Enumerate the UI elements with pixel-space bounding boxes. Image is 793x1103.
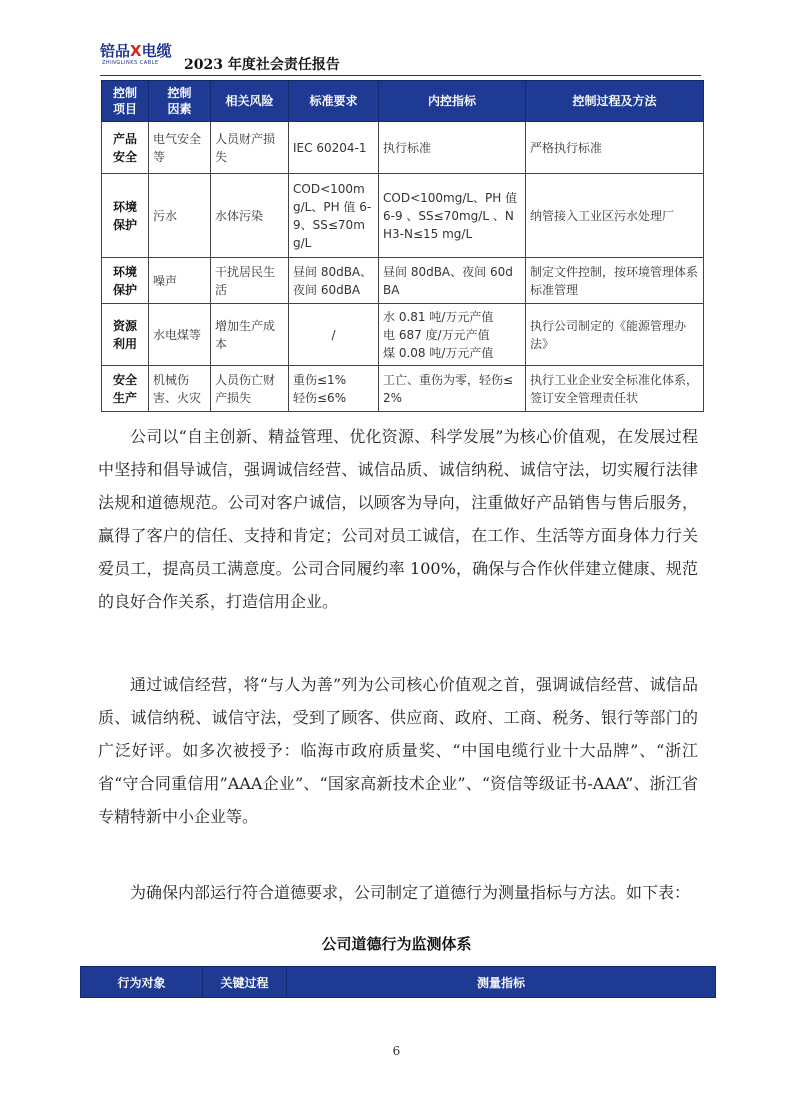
- col-header-risk: 相关风险: [211, 81, 289, 122]
- header-divider: [100, 75, 701, 76]
- company-logo: [100, 38, 172, 70]
- table-row: [102, 122, 704, 174]
- page-header: [100, 38, 700, 78]
- col-header-measure: 测量指标: [287, 967, 716, 998]
- row-risk: 增加生产成本: [211, 304, 289, 366]
- report-title: 2023 年度社会责任报告: [184, 57, 340, 73]
- row-item: 环境 保护: [102, 174, 149, 258]
- row-indicator: 昼间 80dBA、夜间 60dBA: [379, 258, 526, 304]
- row-indicator: 执行标准: [379, 122, 526, 174]
- row-factor: 机械伤害、火灾: [149, 366, 211, 412]
- row-method: 严格执行标准: [526, 122, 704, 174]
- ethics-table-header: [81, 967, 716, 998]
- page-number: 6: [392, 1044, 401, 1058]
- table-row: [102, 258, 704, 304]
- table-row: [102, 366, 704, 412]
- logo-text-part1: 锫品: [100, 42, 131, 60]
- col-header-target: 行为对象: [81, 967, 203, 998]
- row-standard: COD<100mg/L、PH 值 6-9、SS≤70mg/L: [289, 174, 379, 258]
- row-item: 资源 利用: [102, 304, 149, 366]
- row-indicator: 水 0.81 吨/万元产值 电 687 度/万元产值 煤 0.08 吨/万元产值: [379, 304, 526, 366]
- row-risk: 人员财产损失: [211, 122, 289, 174]
- row-method: 纳管接入工业区污水处理厂: [526, 174, 704, 258]
- row-standard: 昼间 80dBA、夜间 60dBA: [289, 258, 379, 304]
- row-risk: 人员伤亡财产损失: [211, 366, 289, 412]
- col-header-indicator: 内控指标: [379, 81, 526, 122]
- row-risk: 水体污染: [211, 174, 289, 258]
- row-standard: IEC 60204-1: [289, 122, 379, 174]
- ethics-table-title: 公司道德行为监测体系: [321, 935, 472, 953]
- row-item: 产品 安全: [102, 122, 149, 174]
- row-factor: 电气安全等: [149, 122, 211, 174]
- row-item: 安全 生产: [102, 366, 149, 412]
- row-factor: 噪声: [149, 258, 211, 304]
- paragraph-ethics-intro: 为确保内部运行符合道德要求，公司制定了道德行为测量指标与方法。如下表：: [130, 883, 691, 902]
- col-header-item: 控制 项目: [102, 81, 149, 122]
- control-table-header: [102, 81, 704, 122]
- row-indicator: COD<100mg/L、PH 值 6-9 、SS≤70mg/L 、NH3-N≤15 mg/L: [379, 174, 526, 258]
- logo-text-part2: 电缆: [141, 42, 172, 60]
- row-item: 环境 保护: [102, 258, 149, 304]
- logo-x-mark: X: [130, 42, 142, 60]
- logo-subtitle: ZHINGLINKS CABLE: [102, 60, 159, 66]
- ethics-table: [80, 966, 716, 998]
- paragraph-core-values: 公司以“自主创新、精益管理、优化资源、科学发展”为核心价值观，在发展过程中坚持和倡导诚信，强调诚信经营、诚信品质、诚信纳税、诚信守法，切实履行法律法规和道德规范。公司对客户诚信，以顾客为导向，注重做好产品销售与售后服务，赢得了客户的信任、支持和肯定；公司对员工诚信，在工作、生活等方面身体力行关爱员工，提高员工满意度。公司合同履约率 100%，确保与合作伙伴建立健康、规范的良好合作关系，打造信用企业。: [98, 427, 698, 611]
- control-table: [101, 80, 704, 412]
- row-method: 制定文件控制，按环境管理体系标准管理: [526, 258, 704, 304]
- row-factor: 水电煤等: [149, 304, 211, 366]
- col-header-standard: 标准要求: [289, 81, 379, 122]
- row-method: 执行工业企业安全标准化体系，签订安全管理责任状: [526, 366, 704, 412]
- row-factor: 污水: [149, 174, 211, 258]
- col-header-method: 控制过程及方法: [526, 81, 704, 122]
- paragraph-integrity-honors: 通过诚信经营，将“与人为善”列为公司核心价值观之首，强调诚信经营、诚信品质、诚信纳税、诚信守法，受到了顾客、供应商、政府、工商、税务、银行等部门的广泛好评。如多次被授予：临海市政府质量奖、“中国电缆行业十大品牌”、“浙江省“守合同重信用”AAA企业”、“国家高新技术企业”、“资信等级证书-AAA”、浙江省专精特新中小企业等。: [98, 675, 698, 826]
- row-standard: /: [289, 304, 379, 366]
- row-risk: 干扰居民生活: [211, 258, 289, 304]
- col-header-key-process: 关键过程: [203, 967, 287, 998]
- row-method: 执行公司制定的《能源管理办法》: [526, 304, 704, 366]
- row-indicator: 工亡、重伤为零，轻伤≤2%: [379, 366, 526, 412]
- table-row: [102, 304, 704, 366]
- row-standard: 重伤≤1% 轻伤≤6%: [289, 366, 379, 412]
- col-header-factor: 控制 因素: [149, 81, 211, 122]
- table-row: [102, 174, 704, 258]
